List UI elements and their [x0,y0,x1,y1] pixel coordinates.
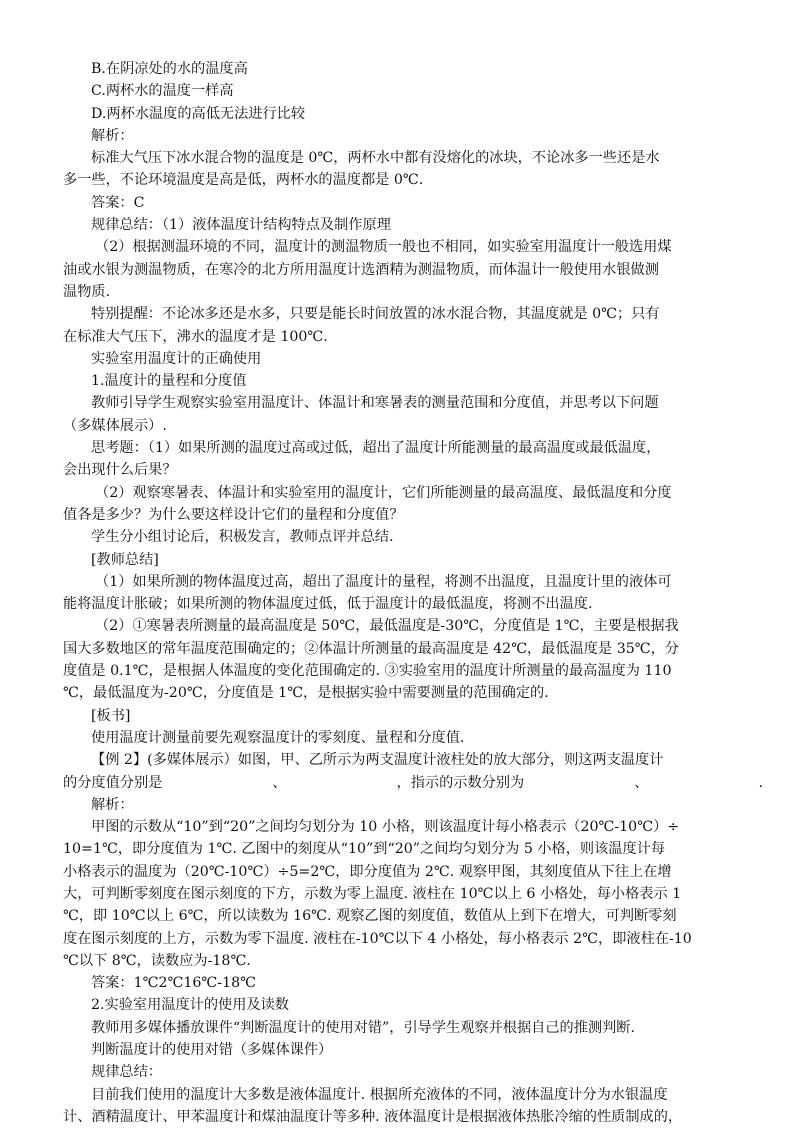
text-line: 思考题：（1）如果所测的温度过高或过低，超出了温度计所能测量的最高温度或最低温度， [91,440,661,457]
text-line: 会出现什么后果？ [63,462,177,479]
text-line: 2.实验室用温度计的使用及读数 [91,997,289,1014]
text-line: 答案：1℃2℃16℃-18℃ [91,975,256,992]
text-line: 实验室用温度计的正确使用 [91,350,262,367]
text-line: （2）根据测温环境的不同，温度计的测温物质一般也不相同，如实验室用温度计一般选用煤 [95,239,672,256]
text-line: [板书] [91,707,131,724]
document-body [0,58,794,1128]
text-line: 值各是多少？为什么要这样设计它们的量程和分度值？ [63,506,404,523]
text-line: 教师引导学生观察实验室用温度计、体温计和寒暑表的测量范围和分度值，并思考以下问题 [91,395,659,412]
text-line: 计、酒精温度计、甲苯温度计和煤油温度计等多种. 液体温度计是根据液体热胀冷缩的性质制成的， [63,1108,683,1125]
text-line: 多一些，不论环境温度是高是低，两杯水的温度都是 0℃. [63,172,424,189]
text-line: 温物质. [63,283,111,300]
text-line: 特别提醒：不论冰多还是水多，只要是能长时间放置的冰水混合物，其温度就是 0℃；只有 [91,306,660,323]
text-line: （多媒体展示）. [63,417,167,434]
text-line: 【例 2】(多媒体展示）如图，甲、乙所示为两支温度计液柱处的放大部分，则这两支温度计 [91,752,664,769]
text-line: （2）①寒暑表所测量的最高温度是 50℃，最低温度是-30℃，分度值是 1℃，主要是根据我 [95,618,679,635]
text-line: 规律总结：（1）液体温度计结构特点及制作原理 [91,217,391,234]
text-line: 油或水银为测温物质，在寒冷的北方所用温度计选酒精为测温物质，而体温计一般使用水银做测 [63,261,659,278]
text-line: 在标准大气压下，沸水的温度才是 100℃. [63,328,328,345]
text-line: 能将温度计胀破；如果所测的物体温度过低，低于温度计的最低温度，将测不出温度. [63,596,593,613]
text-line: B.在阴凉处的水的温度高 [91,61,248,77]
text-line: 大，可判断零刻度在图示刻度的下方，示数为零上温度. 液柱在 10℃以上 6 小格处，每小格表示 1 [63,885,682,902]
text-line: 甲图的示数从“10”到“20”之间均匀划分为 10 小格，则该温度计每小格表示（20℃-10℃）÷ [91,819,680,836]
text-line: 解析： [91,127,134,144]
text-line: 标准大气压下冰水混合物的温度是 0℃，两杯水中都有没熔化的冰块，不论冰多一些还是水 [91,150,660,167]
blank-line-text: . [758,774,763,791]
blank-line-text: ，指示的示数分别为 [396,774,525,791]
text-line: 使用温度计测量前要先观察温度计的零刻度、量程和分度值. [91,729,465,746]
text-line: 国大多数地区的常年温度范围确定的；②体温计所测量的最高温度是 42℃，最低温度是 35℃，分 [63,640,679,657]
text-line: 解析： [91,796,134,813]
text-line: 学生分小组讨论后，积极发言，教师点评并总结. [91,529,394,546]
text-line: ℃，即 10℃以上 6℃，所以读数为 16℃. 观察乙图的刻度值，数值从上到下在增大，可判断零刻 [63,908,677,925]
text-line: 10=1℃，即分度值为 1℃. 乙图中的刻度从“10”到“20”之间均匀划分为 5 小格，则该温度计每 [63,841,666,858]
text-line: ℃，最低温度为-20℃，分度值是 1℃，是根据实验中需要测量的范围确定的. [63,685,549,702]
text-line: 小格表示的温度为（20℃-10℃）÷5=2℃，即分度值为 2℃. 观察甲图，其刻度值从下往上在增 [63,863,672,880]
text-line: [教师总结] [91,551,159,568]
text-line: 规律总结： [91,1064,162,1081]
text-line: D.两杯水温度的高低无法进行比较 [91,105,306,122]
blank-line-text: 、 [272,774,287,791]
text-line: 1.温度计的量程和分度值 [91,373,247,390]
text-line: （1）如果所测的物体温度过高，超出了温度计的量程，将测不出温度，且温度计里的液体可 [95,573,672,590]
text-line: 度在图示刻度的上方，示数为零下温度. 液柱在-10℃以下 4 小格处，每小格表示 2℃，即液柱在-10 [63,930,692,947]
blank-line-text: 、 [634,774,649,791]
text-line: 目前我们使用的温度计大多数是液体温度计. 根据所充液体的不同，液体温度计分为水银温度 [91,1086,668,1103]
text-line: C.两杯水的温度一样高 [91,83,234,100]
fill-in-blank-line [0,772,794,794]
blank-line-text: 的分度值分别是 [63,774,163,791]
text-line: ℃以下 8℃，读数应为-18℃. [63,952,251,969]
text-line: （2）观察寒暑表、体温计和实验室用的温度计，它们所能测量的最高温度、最低温度和分度 [95,484,672,501]
text-line: 教师用多媒体播放课件“判断温度计的使用对错”，引导学生观察并根据自己的推测判断. [91,1019,635,1036]
text-line: 答案：C [91,194,145,211]
text-line: 判断温度计的使用对错（多媒体课件） [91,1042,333,1059]
text-line: 度值是 0.1℃，是根据人体温度的变化范围确定的. ③实验室用的温度计所测量的最高温度为 110 [63,663,672,680]
